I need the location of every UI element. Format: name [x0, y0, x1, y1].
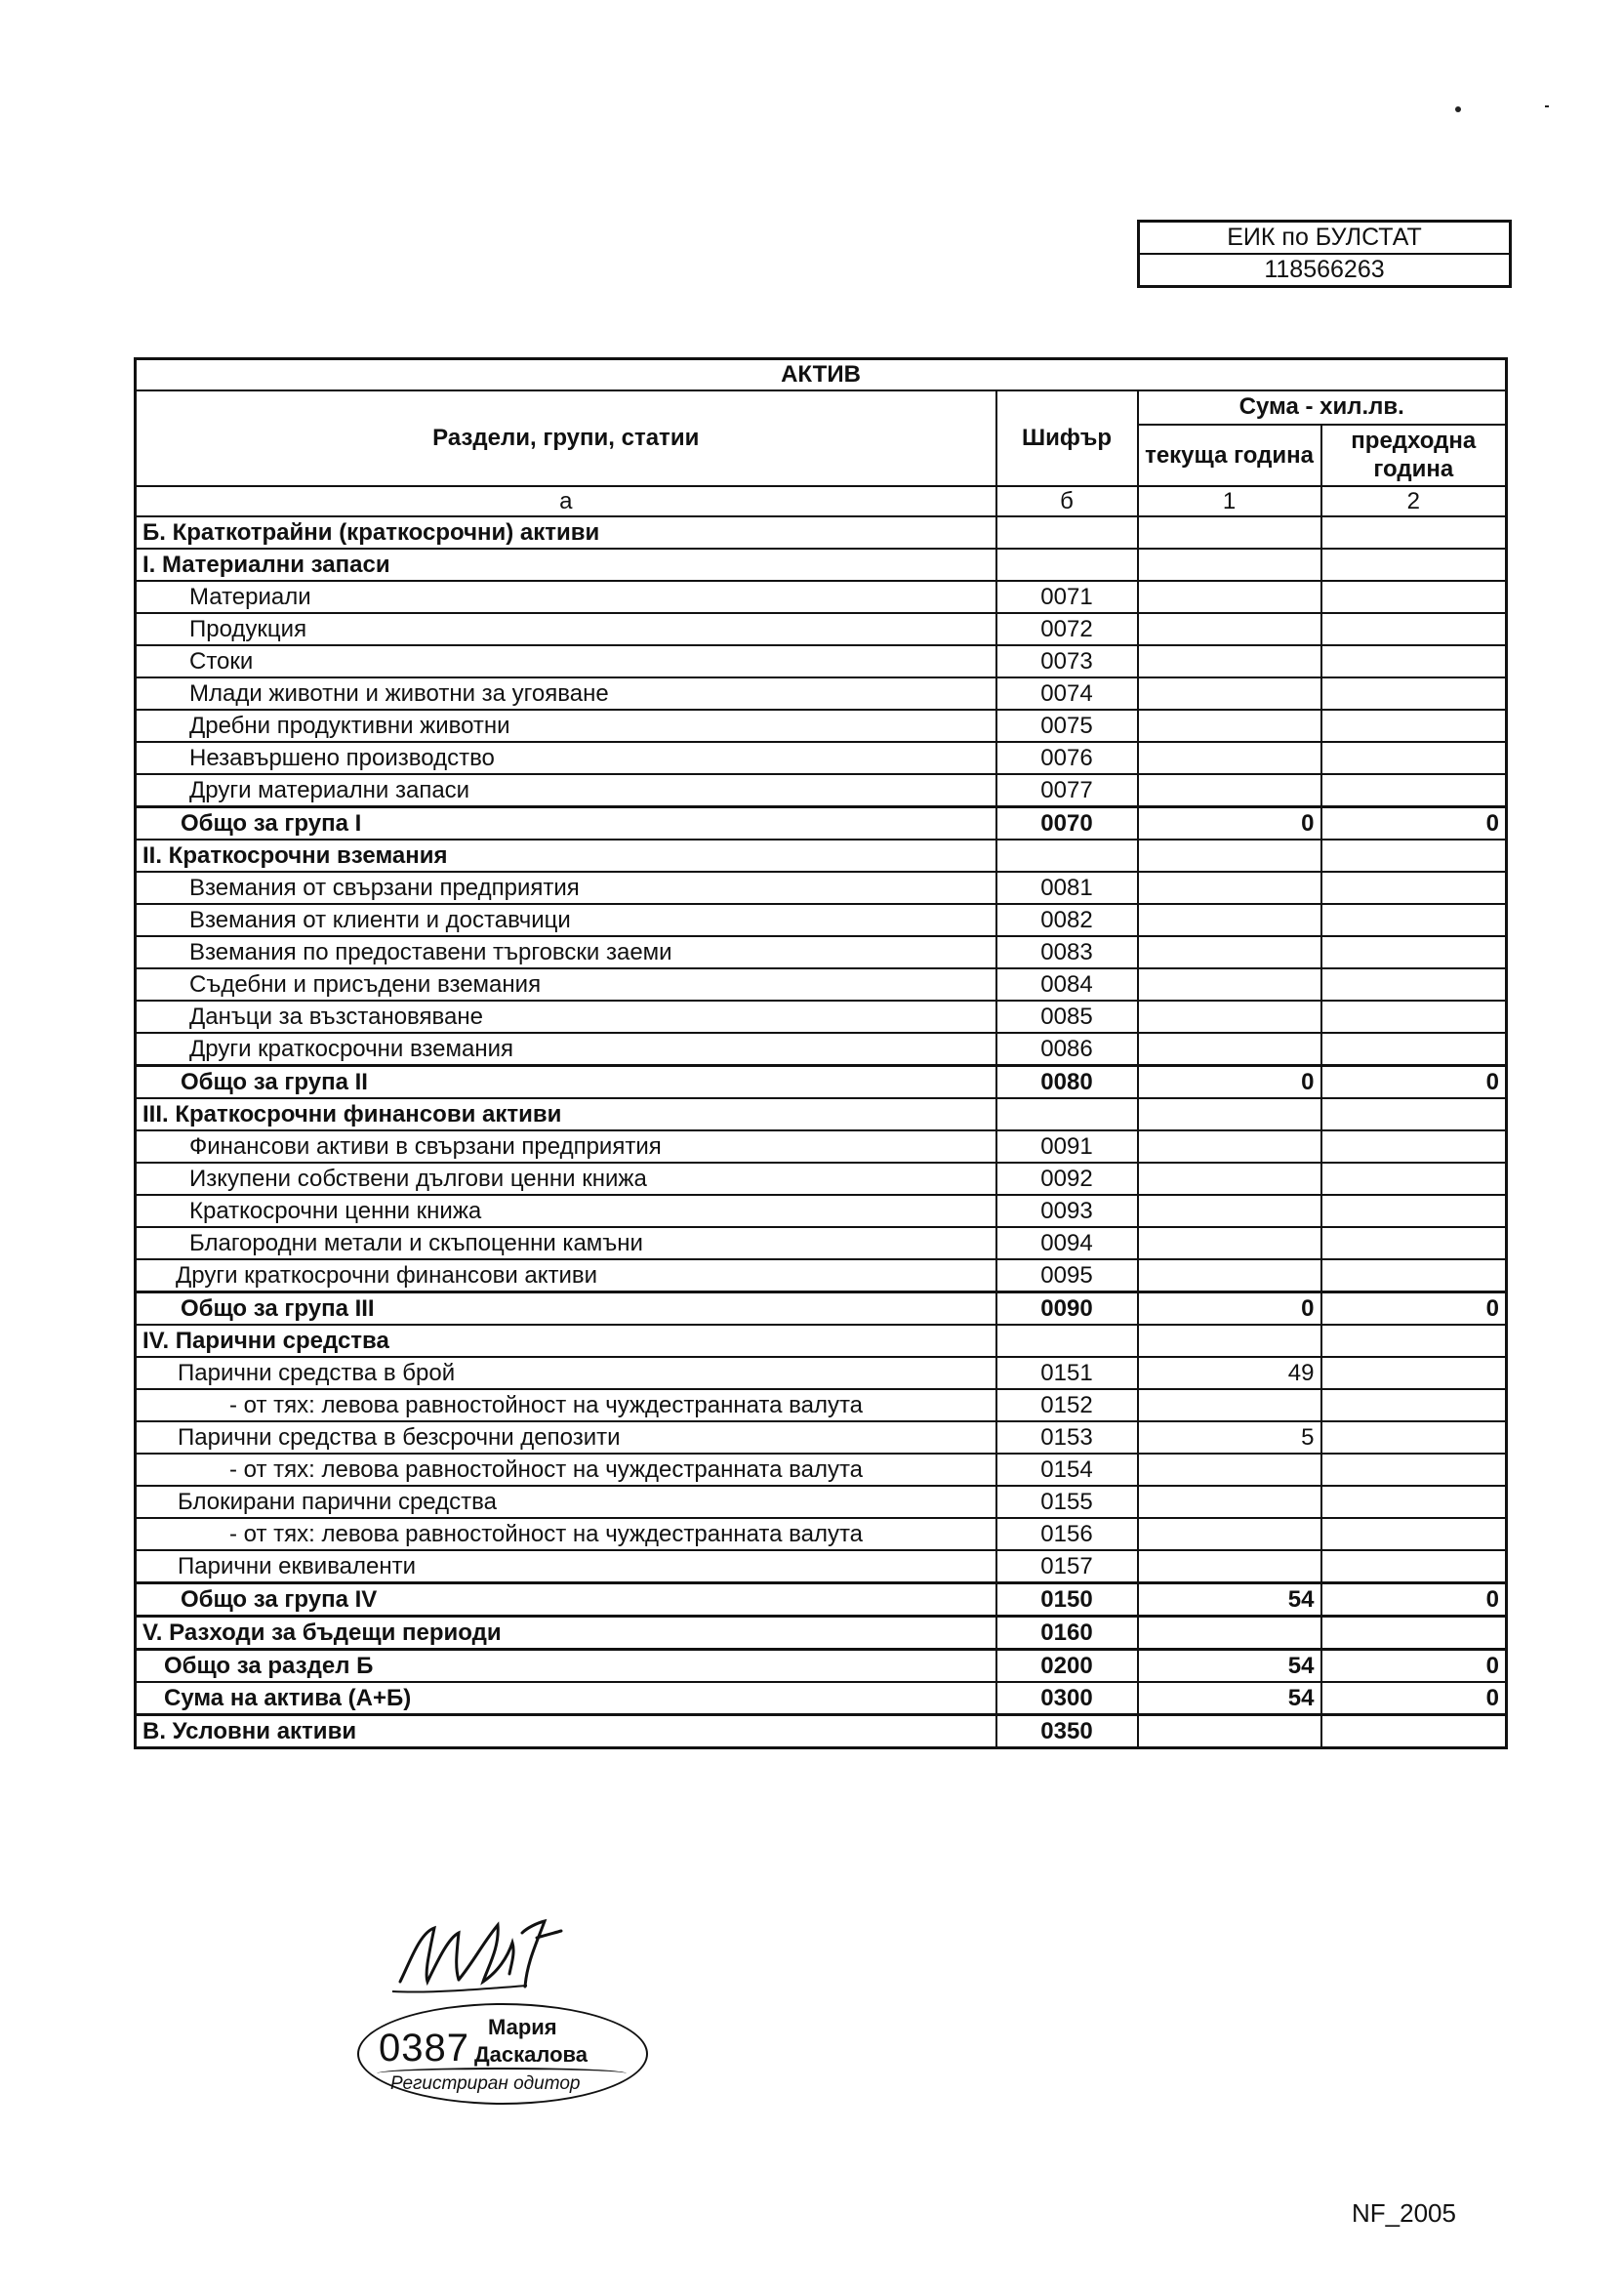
row-code: 0076: [996, 742, 1138, 774]
row-current: [1138, 1518, 1321, 1550]
row-code: 0150: [996, 1583, 1138, 1617]
row-code: [996, 549, 1138, 581]
scan-speck: [1545, 105, 1549, 107]
row-previous: [1321, 936, 1507, 968]
row-current: [1138, 1227, 1321, 1259]
table-row: [136, 1454, 1507, 1486]
row-previous: [1321, 549, 1507, 581]
row-code: 0350: [996, 1715, 1138, 1748]
row-code: 0070: [996, 807, 1138, 840]
table-row: [136, 742, 1507, 774]
row-code: [996, 516, 1138, 549]
row-label: Вземания от клиенти и доставчици: [136, 904, 996, 936]
table-row-total: [136, 807, 1507, 840]
group-heading: II. Краткосрочни вземания: [136, 840, 996, 872]
row-label: Стоки: [136, 645, 996, 677]
auditor-stamp: [357, 2003, 648, 2105]
eik-box: [1137, 220, 1512, 288]
group-heading: I. Материални запаси: [136, 549, 996, 581]
row-label: Материали: [136, 581, 996, 613]
row-previous: [1321, 1163, 1507, 1195]
row-current: [1138, 549, 1321, 581]
row-code: 0200: [996, 1650, 1138, 1683]
row-code: 0072: [996, 613, 1138, 645]
row-label: Данъци за възстановяване: [136, 1001, 996, 1033]
row-current: [1138, 1195, 1321, 1227]
table-row: [136, 1617, 1507, 1650]
row-previous: [1321, 1486, 1507, 1518]
row-previous: [1321, 1227, 1507, 1259]
column-letter-1: 1: [1138, 486, 1321, 516]
eik-label: ЕИК по БУЛСТАТ: [1140, 223, 1509, 255]
row-previous: [1321, 904, 1507, 936]
row-current: 5: [1138, 1421, 1321, 1454]
row-previous: [1321, 1454, 1507, 1486]
table-row: [136, 549, 1507, 581]
column-letter-b: б: [996, 486, 1138, 516]
row-code: [996, 840, 1138, 872]
row-previous: [1321, 968, 1507, 1001]
row-label: Финансови активи в свързани предприятия: [136, 1130, 996, 1163]
row-current: [1138, 1617, 1321, 1650]
row-code: 0093: [996, 1195, 1138, 1227]
table-row: [136, 1259, 1507, 1292]
row-current: [1138, 1454, 1321, 1486]
table-row: [136, 1227, 1507, 1259]
table-row: [136, 1550, 1507, 1583]
column-letter-2: 2: [1321, 486, 1507, 516]
row-current: [1138, 1130, 1321, 1163]
row-label: Дребни продуктивни животни: [136, 710, 996, 742]
table-row-total: [136, 1066, 1507, 1099]
row-code: 0094: [996, 1227, 1138, 1259]
row-code: 0082: [996, 904, 1138, 936]
row-code: 0085: [996, 1001, 1138, 1033]
table-row: [136, 516, 1507, 549]
row-label: Други материални запаси: [136, 774, 996, 807]
table-row: [136, 581, 1507, 613]
row-previous: [1321, 613, 1507, 645]
row-current: [1138, 1163, 1321, 1195]
table-row: [136, 613, 1507, 645]
row-code: 0091: [996, 1130, 1138, 1163]
table-row: [136, 1163, 1507, 1195]
row-current: [1138, 1259, 1321, 1292]
row-current: [1138, 1325, 1321, 1357]
row-previous: [1321, 1130, 1507, 1163]
row-code: 0080: [996, 1066, 1138, 1099]
row-previous: [1321, 742, 1507, 774]
row-previous: [1321, 1389, 1507, 1421]
row-label: Незавършено производство: [136, 742, 996, 774]
table-row: [136, 710, 1507, 742]
row-previous: 0: [1321, 1650, 1507, 1683]
row-previous: [1321, 516, 1507, 549]
table-row: [136, 968, 1507, 1001]
table-row: [136, 1098, 1507, 1130]
row-current: [1138, 1001, 1321, 1033]
row-current: [1138, 968, 1321, 1001]
row-previous: [1321, 1098, 1507, 1130]
column-header-sections: Раздели, групи, статии: [136, 390, 996, 486]
group-total-label: Общо за група IV: [136, 1583, 996, 1617]
row-code: 0081: [996, 872, 1138, 904]
row-previous: 0: [1321, 807, 1507, 840]
form-code: NF_2005: [1352, 2198, 1456, 2228]
table-row: [136, 1033, 1507, 1066]
table-row: [136, 1195, 1507, 1227]
row-code: 0300: [996, 1682, 1138, 1715]
row-current: [1138, 872, 1321, 904]
row-label: Вземания по предоставени търговски заеми: [136, 936, 996, 968]
row-current: 0: [1138, 807, 1321, 840]
row-code: 0084: [996, 968, 1138, 1001]
row-previous: [1321, 710, 1507, 742]
stamp-first-name: Мария: [488, 2015, 557, 2039]
row-label: Вземания от свързани предприятия: [136, 872, 996, 904]
assets-total-label: Сума на актива (А+Б): [136, 1682, 996, 1715]
section-heading: В. Условни активи: [136, 1715, 996, 1748]
stamp-last-name: Даскалова: [474, 2042, 588, 2067]
row-previous: [1321, 1259, 1507, 1292]
row-previous: [1321, 1357, 1507, 1389]
row-current: [1138, 516, 1321, 549]
assets-table: [134, 357, 1508, 1749]
row-previous: 0: [1321, 1292, 1507, 1326]
table-row: [136, 936, 1507, 968]
row-label: - от тях: левова равностойност на чуждестранната валута: [136, 1518, 996, 1550]
table-row: [136, 904, 1507, 936]
row-current: [1138, 1098, 1321, 1130]
row-current: [1138, 1389, 1321, 1421]
row-current: [1138, 581, 1321, 613]
section-total-label: Общо за раздел Б: [136, 1650, 996, 1683]
table-title: АКТИВ: [136, 359, 1507, 391]
row-current: [1138, 742, 1321, 774]
row-code: 0074: [996, 677, 1138, 710]
group-heading: III. Краткосрочни финансови активи: [136, 1098, 996, 1130]
column-header-code: Шифър: [996, 390, 1138, 486]
row-label: Блокирани парични средства: [136, 1486, 996, 1518]
row-label: Продукция: [136, 613, 996, 645]
row-previous: [1321, 1715, 1507, 1748]
row-current: [1138, 1715, 1321, 1748]
row-previous: [1321, 840, 1507, 872]
row-current: 49: [1138, 1357, 1321, 1389]
row-label: Парични средства в брой: [136, 1357, 996, 1389]
row-code: 0075: [996, 710, 1138, 742]
row-code: 0157: [996, 1550, 1138, 1583]
row-code: 0153: [996, 1421, 1138, 1454]
row-previous: [1321, 774, 1507, 807]
row-current: 0: [1138, 1292, 1321, 1326]
table-row: [136, 1518, 1507, 1550]
row-current: [1138, 1033, 1321, 1066]
row-label: - от тях: левова равностойност на чуждестранната валута: [136, 1389, 996, 1421]
row-current: 54: [1138, 1583, 1321, 1617]
row-previous: [1321, 581, 1507, 613]
row-previous: [1321, 1195, 1507, 1227]
row-label: Парични еквиваленти: [136, 1550, 996, 1583]
row-current: 0: [1138, 1066, 1321, 1099]
table-row-total: [136, 1583, 1507, 1617]
group-heading: V. Разходи за бъдещи периоди: [136, 1617, 996, 1650]
row-code: 0154: [996, 1454, 1138, 1486]
column-letter-a: а: [136, 486, 996, 516]
row-previous: 0: [1321, 1066, 1507, 1099]
row-code: 0090: [996, 1292, 1138, 1326]
table-row: [136, 1130, 1507, 1163]
table-row: [136, 677, 1507, 710]
column-header-current-year: текуща година: [1138, 425, 1321, 486]
column-header-previous-year: предходна година: [1321, 425, 1507, 486]
row-current: [1138, 677, 1321, 710]
section-heading: Б. Краткотрайни (краткосрочни) активи: [136, 516, 996, 549]
table-row: [136, 1421, 1507, 1454]
table-row-total: [136, 1650, 1507, 1683]
column-header-sum: Сума - хил.лв.: [1138, 390, 1507, 425]
row-current: [1138, 774, 1321, 807]
row-code: 0152: [996, 1389, 1138, 1421]
row-current: [1138, 613, 1321, 645]
row-code: 0077: [996, 774, 1138, 807]
eik-value: 118566263: [1264, 256, 1385, 283]
scan-speck: [1455, 106, 1461, 112]
row-current: 54: [1138, 1650, 1321, 1683]
row-label: Съдебни и присъдени вземания: [136, 968, 996, 1001]
row-code: 0151: [996, 1357, 1138, 1389]
row-current: [1138, 936, 1321, 968]
row-code: [996, 1098, 1138, 1130]
table-row: [136, 1486, 1507, 1518]
row-current: [1138, 1550, 1321, 1583]
table-row: [136, 1001, 1507, 1033]
table-row-total: [136, 1682, 1507, 1715]
auditor-signature: [390, 1904, 586, 2011]
row-code: 0086: [996, 1033, 1138, 1066]
group-heading: IV. Парични средства: [136, 1325, 996, 1357]
table-row: [136, 872, 1507, 904]
row-previous: [1321, 1518, 1507, 1550]
stamp-number: 0387: [379, 2027, 469, 2070]
row-label: Други краткосрочни вземания: [136, 1033, 996, 1066]
table-row: [136, 645, 1507, 677]
row-previous: [1321, 1001, 1507, 1033]
row-previous: 0: [1321, 1583, 1507, 1617]
row-label: Млади животни и животни за угояване: [136, 677, 996, 710]
row-previous: [1321, 645, 1507, 677]
row-code: 0071: [996, 581, 1138, 613]
row-code: 0092: [996, 1163, 1138, 1195]
group-total-label: Общо за група III: [136, 1292, 996, 1326]
table-row: [136, 1325, 1507, 1357]
row-current: [1138, 710, 1321, 742]
row-current: 54: [1138, 1682, 1321, 1715]
table-row: [136, 840, 1507, 872]
row-label: Други краткосрочни финансови активи: [136, 1259, 996, 1292]
row-label: - от тях: левова равностойност на чуждестранната валута: [136, 1454, 996, 1486]
table-row: [136, 774, 1507, 807]
row-code: 0073: [996, 645, 1138, 677]
row-previous: [1321, 872, 1507, 904]
row-label: Парични средства в безсрочни депозити: [136, 1421, 996, 1454]
row-previous: [1321, 1325, 1507, 1357]
group-total-label: Общо за група II: [136, 1066, 996, 1099]
group-total-label: Общо за група I: [136, 807, 996, 840]
row-code: 0156: [996, 1518, 1138, 1550]
row-label: Благородни метали и скъпоценни камъни: [136, 1227, 996, 1259]
row-current: [1138, 645, 1321, 677]
row-previous: [1321, 1033, 1507, 1066]
stamp-role: Регистриран одитор: [390, 2073, 581, 2094]
row-code: 0160: [996, 1617, 1138, 1650]
row-code: [996, 1325, 1138, 1357]
row-current: [1138, 840, 1321, 872]
table-row: [136, 1389, 1507, 1421]
row-code: 0095: [996, 1259, 1138, 1292]
row-label: Изкупени собствени дългови ценни книжа: [136, 1163, 996, 1195]
row-previous: [1321, 677, 1507, 710]
table-row-total: [136, 1292, 1507, 1326]
row-previous: 0: [1321, 1682, 1507, 1715]
row-previous: [1321, 1550, 1507, 1583]
table-row: [136, 1357, 1507, 1389]
row-code: 0083: [996, 936, 1138, 968]
row-previous: [1321, 1421, 1507, 1454]
row-current: [1138, 1486, 1321, 1518]
row-previous: [1321, 1617, 1507, 1650]
row-current: [1138, 904, 1321, 936]
row-label: Краткосрочни ценни книжа: [136, 1195, 996, 1227]
row-code: 0155: [996, 1486, 1138, 1518]
table-row: [136, 1715, 1507, 1748]
